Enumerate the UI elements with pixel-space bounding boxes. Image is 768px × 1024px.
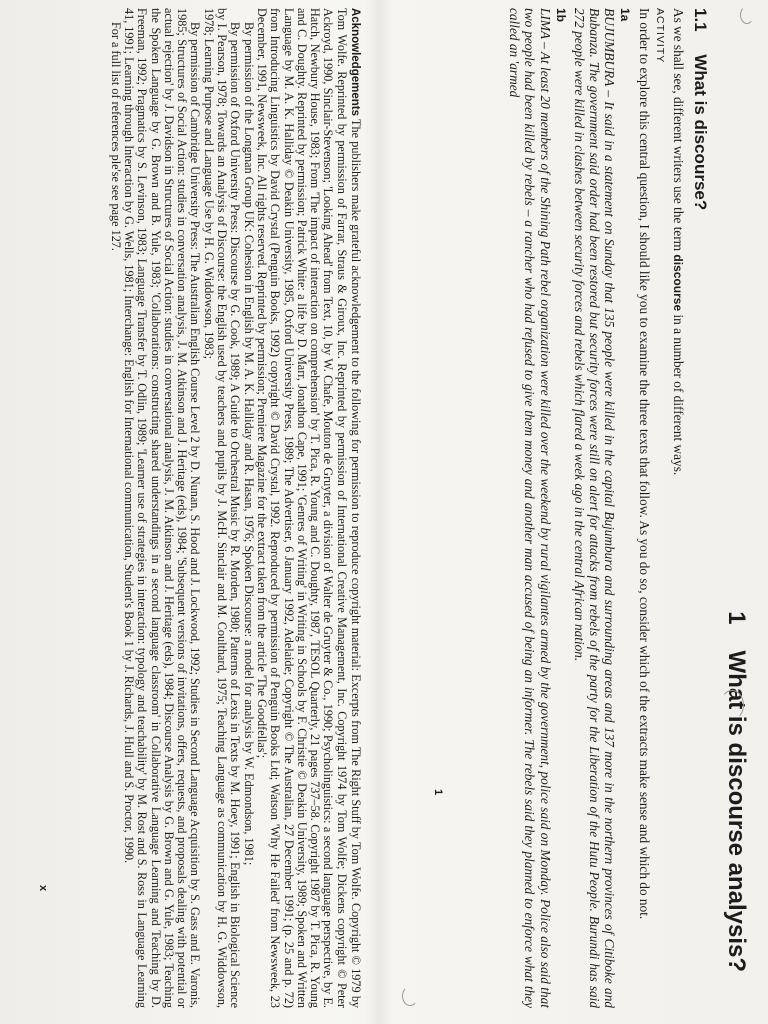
right-page-number: 1 <box>432 788 445 796</box>
book-gutter <box>364 0 394 1024</box>
intro-text-before: As we shall see, different writers use the term <box>671 8 686 255</box>
intro-paragraph <box>670 8 686 1008</box>
ack-paragraph-3: By permission of Oxford University Press: Discourse by G. Cook, 1989; A Guide to Orchestral Music by R. Morden, 1980; Patterns of Lexis in Texts by M. Hoey, 1991; English in Biological Science by I. Pearson, 1978; Towards an Analysis of Discourse: the English used by teachers and pupils by J. McH. Sinclair and M. Coulthard, 1975; Teaching Language as communication by H. G. Widdowson, 1978; Learning Purpose and Language Use by H. G. Widdowson, 1983; <box>201 8 243 1008</box>
ack-paragraph-1 <box>255 8 362 1008</box>
section-title: What is discourse? <box>691 54 710 211</box>
section-heading <box>686 8 710 1008</box>
extract-1b-text: LIMA – At least 20 members of the Shining Path rebel organization were killed over the weekend by rural vigilantes armed by the government, police said on Monday. Police also said that two people had been killed by rebels – a rancher who had refused to give them money and another man accused of being an informer. The rebels said they planned to enforce what they called an 'armed <box>507 8 553 1008</box>
activity-text: In order to explore this central question, I should like you to examine the three texts that follow. As you do so, consider which of the extracts make sense and which do not. <box>636 8 652 920</box>
extract-label-1a: 1a <box>618 8 633 22</box>
section-number: 1.1 <box>691 8 710 32</box>
ack-heading: Acknowledgements <box>349 8 361 116</box>
scan-artifact-mark <box>720 690 744 720</box>
extract-label-1b: 1b <box>553 8 568 23</box>
intro-text-after: in a number of different ways. <box>671 311 686 476</box>
chapter-number: 1 <box>723 611 750 625</box>
scan-artifact-mark <box>402 986 418 1006</box>
left-page-number: x <box>37 884 50 892</box>
right-page-chapter-1 <box>460 8 750 1008</box>
ack-paragraph-5: For a full list of references ple'se see page 127. <box>108 22 123 251</box>
scan-artifact-mark <box>740 6 754 24</box>
chapter-heading <box>716 8 750 1008</box>
left-page-acknowledgements <box>82 8 362 1008</box>
ack-paragraph-1-text: The publishers make grateful acknowledgement to the following for permission to reproduce copyright material: Excerpts from The Right Stuff by Tom Wolfe. Copyright © 1979 by Tom Wolfe. Reprinted by permission of Farrar, Straus & Giroux, Inc. Reprinted by permission of International Creative Management, Inc. Copyright 1974 by Tom Wolfe; Dickens copyright © Peter Ackroyd, 1990, Sinclair-Stevenson; 'Looking Ahead' from Text, 10, by W. Chafe, Mouton de Gruyter, a division of Walter de Gruyter & Co., 1990; Psycholinguistics: a second language perspective, by E. Hatch, Newbury House, 1983; From 'The impact of interaction on comprehension' by T. Pica, R. Young and C. Doughty, 1987, TESOL Quarterly, 21 pages 737–58. Copyright 1987 by T. Pica, R. Young and C. Doughty. Reprinted by permission; Patrick White: a life by D. Marr, Jonathon Cape, 1991; 'Genres of Writing' in Writing in Schools by F. Christie © Deakin University, 1989; Spoken and Written Language by M. A. K. Halliday © Deakin University, 1985, Oxford University Press, 1989; The Advertiser, 6 January 1992, Adelaide; Copyright © The Australian, 27 December 1991; (p. 25 and p. 72) from Introducing Linguistics by David Crystal (Penguin Books, 1992) copyright © David Crystal, 1992. Reproduced by permission of Penguin Books Ltd; Watson 'Why He Failed' from Newsweek, 23 December, 1991, Newsweek, Inc. All rights reserved. Reprinted by permission; Premiere Magazine for the extract taken from the article 'The Goodfellas'; <box>254 8 363 1009</box>
activity-label: ACTIVITY <box>653 8 666 64</box>
key-term: discourse <box>671 254 685 312</box>
extract-1a-text: BUJUMBURA – It said in a statement on Sunday that 135 people were killed in the capital Bujumbura and surrounding areas and 137 more in the northern provinces of Citiboke and Bubanza. The government said order had been restored but security forces were still on alert for attacks from rebels of the party for the Liberation of the Hutu People. Burundi has said 272 people were killed in clashes between security forces and rebels which flared a week ago in the central African nation. <box>571 8 618 1008</box>
ack-paragraph-2: By permission of the Longman Group UK: Cohesion in English by M. A. K. Halliday and R. Hasan, 1976; Spoken Discourse: a model for analysis by W. Edmondson, 1981; <box>241 22 256 866</box>
chapter-title: What is discourse analysis? <box>723 650 750 972</box>
acknowledgements-text <box>108 8 362 1008</box>
ack-paragraph-4: By permission of Cambridge University Press: The Australian English Course Level 2 by D. Nunan, S. Hood and J. Lockwood, 1992; Studies in Second Language Acquisition by S. Gass and E. Varonis, 1985; Structures of Social Action: studies in conversation analysis, J. M. Atkinson and J. Heritage (eds), 1984; 'Subsequent versions of invitations, offers, requests, and proposals dealing with potential or actual rejection' by J. Davidson in Structures of Social Action: studies in conversational analysis, J. M. Atkinson and J. Heritage (eds), 1984; Discourse Analysis by G. Brown and G. Yule, 1983; Teaching the Spoken Language by G. Brown and B. Yule, 1983; 'Collaborations: constructing shared understandings in a second language classroom' in Collaborative Language Learning and Teaching by D. Freeman, 1992; Pragmatics by S. Levinson, 1983; Language Transfer by T. Odlin, 1989; 'Learner use of strategies in interaction: typology and teachability' by M. Rost and S. Ross in Language Learning 41, 1991; Learning through Interaction by G. Wells, 1981; Interchange: English for International communication, Student's Book 1 by J. Richards, J. Hull and S. Proctor, 1990. <box>121 8 203 1008</box>
